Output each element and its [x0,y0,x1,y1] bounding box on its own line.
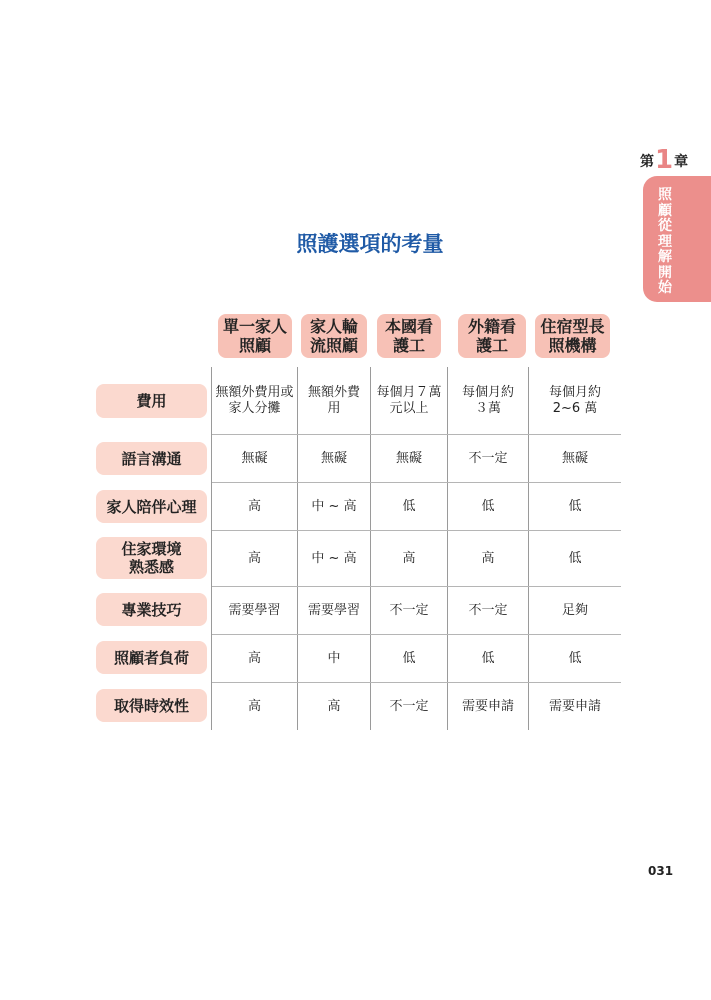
table-cell: 高 [402,550,416,566]
chapter-tab [643,176,711,302]
table-cell: 中 [327,650,341,666]
table-cell: 不一定 [468,450,508,466]
table-cell: 無礙 [561,450,588,466]
table-cell: 低 [402,650,416,666]
table-cell: 無礙 [241,450,268,466]
table-cell: 高 [247,498,261,514]
table-cell: 低 [568,498,582,514]
table-cell: 高 [327,698,341,714]
row-label-caregiver-burden: 照顧者負荷 [96,641,207,674]
table-cell: 低 [481,650,495,666]
chapter-prefix: 第 [640,154,654,170]
table-cell: 需要學習 [228,602,281,618]
table-cell: 無額外費用或家人分攤 [215,385,294,416]
table-cell: 低 [568,650,582,666]
row-label-availability: 取得時效性 [96,689,207,722]
table-cell: 低 [481,498,495,514]
table-cell: 高 [247,550,261,566]
table-cell: 不一定 [389,602,429,618]
col-header-foreign-caregiver: 外籍看護工 [458,314,526,358]
table-cell: 每個月７萬元以上 [376,385,442,416]
table-cell: 低 [568,550,582,566]
row-label-family-companionship: 家人陪伴心理 [96,490,207,523]
table-cell: 足夠 [561,602,588,618]
col-header-family-rotation: 家人輪流照顧 [301,314,367,358]
row-label-cost: 費用 [96,384,207,418]
table-cell: 需要申請 [548,698,601,714]
row-label-professional-skill: 專業技巧 [96,593,207,626]
table-cell: 無礙 [395,450,422,466]
table-cell: 不一定 [468,602,508,618]
table-cell: 高 [481,550,495,566]
table-cell: 不一定 [389,698,429,714]
col-header-residential-facility: 住宿型長照機構 [535,314,610,358]
page-number: 031 [648,864,674,878]
table-cell: 需要申請 [461,698,514,714]
table-cell: 無礙 [320,450,347,466]
table-cell: 高 [247,650,261,666]
row-label-home-familiarity: 住家環境熟悉感 [96,537,207,579]
chapter-marker [640,143,711,175]
table-cell: 低 [402,498,416,514]
table-cell: 中 ~ 高 [311,550,357,566]
table-cell: 高 [247,698,261,714]
table-cell: 無額外費用 [308,385,361,416]
table-cell: 每個月約３萬 [461,385,514,416]
page-title: 照護選項的考量 [296,232,444,256]
table-cell: 每個月約2~6 萬 [548,385,601,416]
col-header-single-family: 單一家人照顧 [218,314,292,358]
table-cell: 中 ~ 高 [311,498,357,514]
chapter-number: 1 [655,145,674,175]
chapter-tab-text: 照顧從理解開始 [658,187,672,296]
table-cell: 需要學習 [307,602,360,618]
col-header-local-caregiver: 本國看護工 [377,314,441,358]
chapter-suffix: 章 [674,154,689,170]
row-label-language: 語言溝通 [96,442,207,475]
